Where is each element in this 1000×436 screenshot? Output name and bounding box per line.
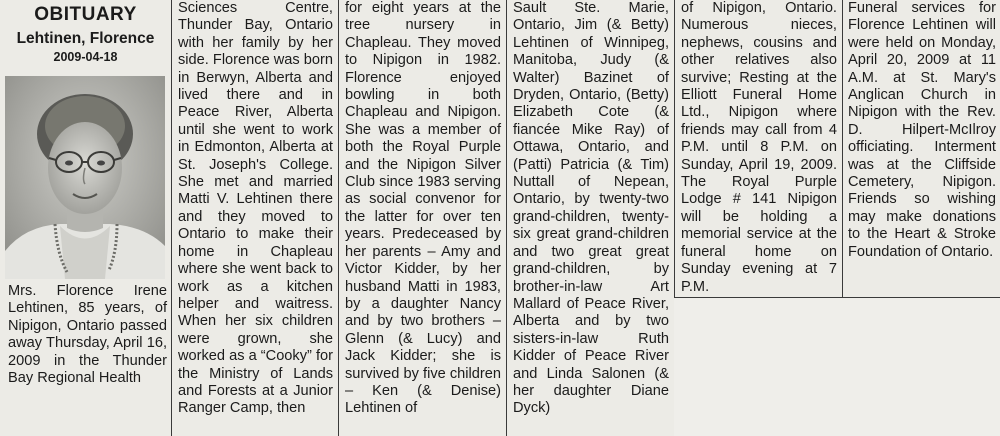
column-1 xyxy=(0,0,171,436)
section-title: OBITUARY xyxy=(34,4,137,25)
obituary-text-part-4: Sault Ste. Marie, Ontario, Jim (& Betty) Lehtinen of Winnipeg, Manitoba, Judy (& Walter) Bazinet of Dryden, Ontario, (Betty) Elizabeth Cote (& fiancée Mike Ray) of Ottawa, Ontario, and (Patti) Patricia (& Tim) Nuttall of Nepean, Ontario, by twenty-two grand-children, twenty-six great grand-children and two great great grand-children, by brother-in-law Art Mallard of Peace River, Alberta and by two sisters-in-law Ruth Kidder of Peace River and Linda Salonen (& her daughter Diane Dyck) xyxy=(513,0,669,417)
obituary-text-part-3: for eight years at the tree nursery in Chapleau. They moved to Nipigon in 1982. Florence enjoyed bowling in both Chapleau and Nipigon. She was a member of both the Royal Purple and the Nipigon Silver Club since 1983 serving as social convenor for the latter for over ten years. Predeceased by her parents – Amy and Victor Kidder, by her husband Matti in 1983, by a daughter Nancy and by two brothers – Glenn (& Lucy) and Jack Kidder; she is survived by five children – Ken (& Denise) Lehtinen of xyxy=(345,0,501,417)
obituary-text-part-5: of Nipigon, Ontario. Numerous nieces, nephews, cousins and other relatives also survive; Resting at the Elliott Funeral Home Ltd., Nipigon where friends may call from 4 P.M. until 8 P.M. on Sunday, April 19, 2009. The Royal Purple Lodge # 141 Nipigon will be holding a memorial service at the funeral home on Sunday evening at 7 P.M. xyxy=(681,0,837,295)
deceased-name: Lehtinen, Florence xyxy=(16,30,155,47)
column-5 xyxy=(674,0,842,298)
obituary-text-part-2: Sciences Centre, Thunder Bay, Ontario with her family by her side. Florence was born in Berwyn, Alberta and lived there and in Peace River, Alberta until she went to work in Edmonton, Alberta at St. Joseph's College. She met and married Matti V. Lehtinen there and they moved to Ontario to make their home in Chapleau where she went back to work as a kitchen helper and waitress. When her six children were grown, she worked as a “Cooky” for the Ministry of Lands and Forests at a Junior Ranger Camp, then xyxy=(178,0,333,417)
column-3 xyxy=(338,0,506,436)
obituary-text-part-1: Mrs. Florence Irene Lehtinen, 85 years, of Nipigon, Ontario passed away Thursday, April 16, 2009 in the Thunder Bay Regional Health xyxy=(8,283,167,387)
obituary-header xyxy=(0,0,171,65)
column-6 xyxy=(842,0,1000,298)
column-4 xyxy=(506,0,674,436)
obituary-text-part-6: Funeral services for Florence Lehtinen will were held on Monday, April 20, 2009 at 11 A.M. at St. Mary's Anglican Church in Nipigon with the Rev. D. Hilpert-McIlroy officiating. Interment was at the Cliffside Cemetery, Nipigon. Friends so wishing may make donations to the Heart & Stroke Foundation of Ontario. xyxy=(848,0,996,260)
blank-area xyxy=(674,298,1000,436)
portrait-photo xyxy=(5,76,165,279)
notice-date: 2009-04-18 xyxy=(53,50,118,64)
column-2 xyxy=(171,0,338,436)
